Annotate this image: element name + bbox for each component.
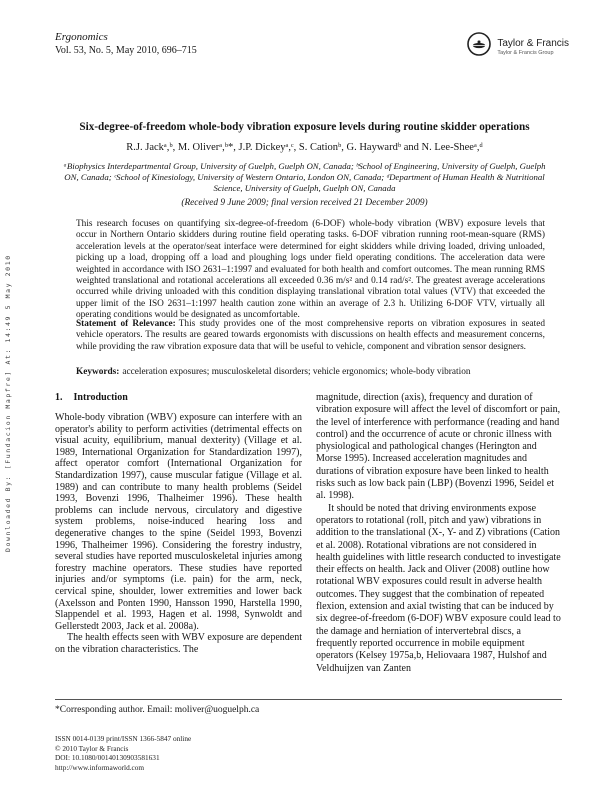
article-title: Six-degree-of-freedom whole-body vibration exposure levels during routine skidder operations	[79, 121, 530, 133]
taylor-francis-logo-icon	[466, 31, 492, 62]
right-column	[316, 392, 563, 675]
keywords-text: acceleration exposures; musculoskeletal disorders; vehicle ergonomics; whole-body vibration	[122, 367, 471, 377]
abstract: This research focuses on quantifying six-degree-of-freedom (6-DOF) whole-body vibration (WBV) exposure levels that occur in Northern Ontario skidders during routine field operating tasks. 6-DOF vibration running root-mean-square (RMS) acceleration levels at the operator/seat interface were determined for eight skidders while driving loaded, driving unloaded, picking up a load, dropping off a load and ploughing logs under field operating conditions. The acceleration data were weighted in accordance with ISO 2631–1:1997 and evaluated for both health and comfort outcomes. The mean running RMS weighted translational and rotational accelerations all exceeded 0.36 m/s² and 0.14 rad/s². The greatest average accelerations occurred while driving unloaded with this condition displaying translational vibration total values (VTV) that exceeded the upper limit of the ISO 2631–1:1997 health caution zone within an average of 2.3 h. Utilizing 6-DOF VTV, virtually all operating conditions would be designated as uncomfortable.	[76, 219, 545, 321]
publisher-logo	[466, 31, 569, 62]
left-column	[55, 392, 302, 675]
issue-info: Vol. 53, No. 5, May 2010, 696–715	[55, 45, 197, 56]
doi-line: DOI: 10.1080/00140130903581631	[55, 753, 160, 763]
journal-info	[55, 31, 197, 56]
footnote-divider	[55, 699, 562, 700]
paragraph: The health effects seen with WBV exposure are dependent on the vibration characteristics. The	[55, 632, 302, 655]
paragraph: Whole-body vibration (WBV) exposure can interfere with an operator's ability to perform activities (detrimental effects on visual acuity, equilibrium, manual dexterity) (Village et al. 1989, International Organization for Standardization 1997), affect operator comfort (International Organization for Standardization 1997), cause muscular fatigue (Village et al. 1989) and can contribute to many health problems (Seidel 1993, Bovenzi 1996, Thalheimer 1996). These health problems can include nervous, circulatory and digestive system problems, noise-induced hearing loss and degenerative changes to the spine (Seidel 1993, Bovenzi 1996, Thalheimer 1996). Considering the forestry industry, several studies have reported musculoskeletal injuries among forestry machine operators. These studies have reported injuries and/or symptoms (i.e. pain) for the arm, neck, cervical spine, shoulder, lower extremities and lower back (Axelsson and Ponten 1990, Hansson 1990, Harstella 1990, Slappendel et al. 1993, Hagen et al. 1998, Synwoldt and Gellerstedt 2003, Jack et al. 2008a).	[55, 412, 302, 632]
publisher-group: Taylor & Francis Group	[497, 49, 554, 56]
copyright-line: © 2010 Taylor & Francis	[55, 743, 129, 753]
relevance-label: Statement of Relevance:	[76, 319, 176, 329]
publisher-name: Taylor & Francis	[497, 37, 569, 49]
publisher-url[interactable]: http://www.informaworld.com	[55, 762, 145, 772]
issn-line: ISSN 0014-0139 print/ISSN 1366-5847 online	[55, 734, 192, 743]
keywords	[76, 367, 545, 378]
keywords-label: Keywords:	[76, 367, 120, 377]
statement-of-relevance	[76, 319, 545, 353]
publisher-text	[497, 38, 569, 56]
page-header	[55, 31, 569, 62]
received-dates: (Received 9 June 2009; final version received 21 December 2009)	[181, 198, 428, 208]
relevance-text: This study provides one of the most comprehensive reports on vibration exposures in seated vehicle operators. The results are geared towards ergonomists with discussions on health effects and measurement concerns, while providing the raw vibration exposure data that will be useful to vehicle, component and vibration sensor designers.	[76, 319, 545, 352]
body-columns	[55, 392, 563, 675]
journal-title: Ergonomics	[55, 31, 108, 43]
paragraph: magnitude, direction (axis), frequency and duration of vibration exposure will affect the level of discomfort or pain, the level of interference with performance (reading and hand control) and the occurrence of acute or chronic illness with physiological and pathological changes (Herington and Morse 1995). Increased acceleration magnitudes and durations of vibration exposure have been linked to health risks such as low back pain (LBP) (Bovenzi 1996, Seidel et al. 1998).	[316, 392, 561, 502]
section-title: Introduction	[73, 392, 128, 403]
section-heading-introduction	[55, 392, 302, 403]
imprint-block	[55, 734, 191, 772]
author-line: R.J. Jackᵃ,ᵇ, M. Oliverᵃ,ᵇ*, J.P. Dickeyᵃ,ᶜ, S. Cationᵇ, G. Haywardᵇ and N. Lee-Sheeᵃ,ᵈ	[126, 142, 483, 153]
corresponding-author-note[interactable]: *Corresponding author. Email: moliver@uoguelph.ca	[55, 705, 260, 715]
download-watermark: Downloaded By: [Fundacion Mapfre] At: 14:49 5 May 2010	[4, 254, 12, 552]
affiliations: ᵃBiophysics Interdepartmental Group, University of Guelph, Guelph ON, Canada; ᵇSchool of Engineering, University of Guelph, Guelph ON, Canada; ᶜSchool of Kinesiology, University of Western Ontario, London ON, Canada; ᵈDepartment of Human Health & Nutritional Science, University of Guelph, Guelph ON, Canada	[63, 161, 546, 193]
section-number: 1.	[55, 392, 63, 403]
paragraph: It should be noted that driving environments expose operators to rotational (roll, pitch and yaw) vibrations in addition to the translational (X-, Y- and Z) vibrations (Cation et al. 2008). Rotational vibrations are not considered in health guidelines with little research conducted to investigate their effects on health. Jack and Oliver (2008) outline how rotational WBV exposures could result in adverse health outcomes. They suggest that the combination of repeated flexion, extension and axial twisting that can be induced by six degree-of-freedom (6-DOF) WBV exposure could lead to the damage and herniation of intervertebral discs, a frequently reported occurrence in mobile equipment operators (Kelsey 1975a,b, Heliovaara 1987, Hulshof and Veldhuijzen van Zanten	[316, 502, 561, 674]
